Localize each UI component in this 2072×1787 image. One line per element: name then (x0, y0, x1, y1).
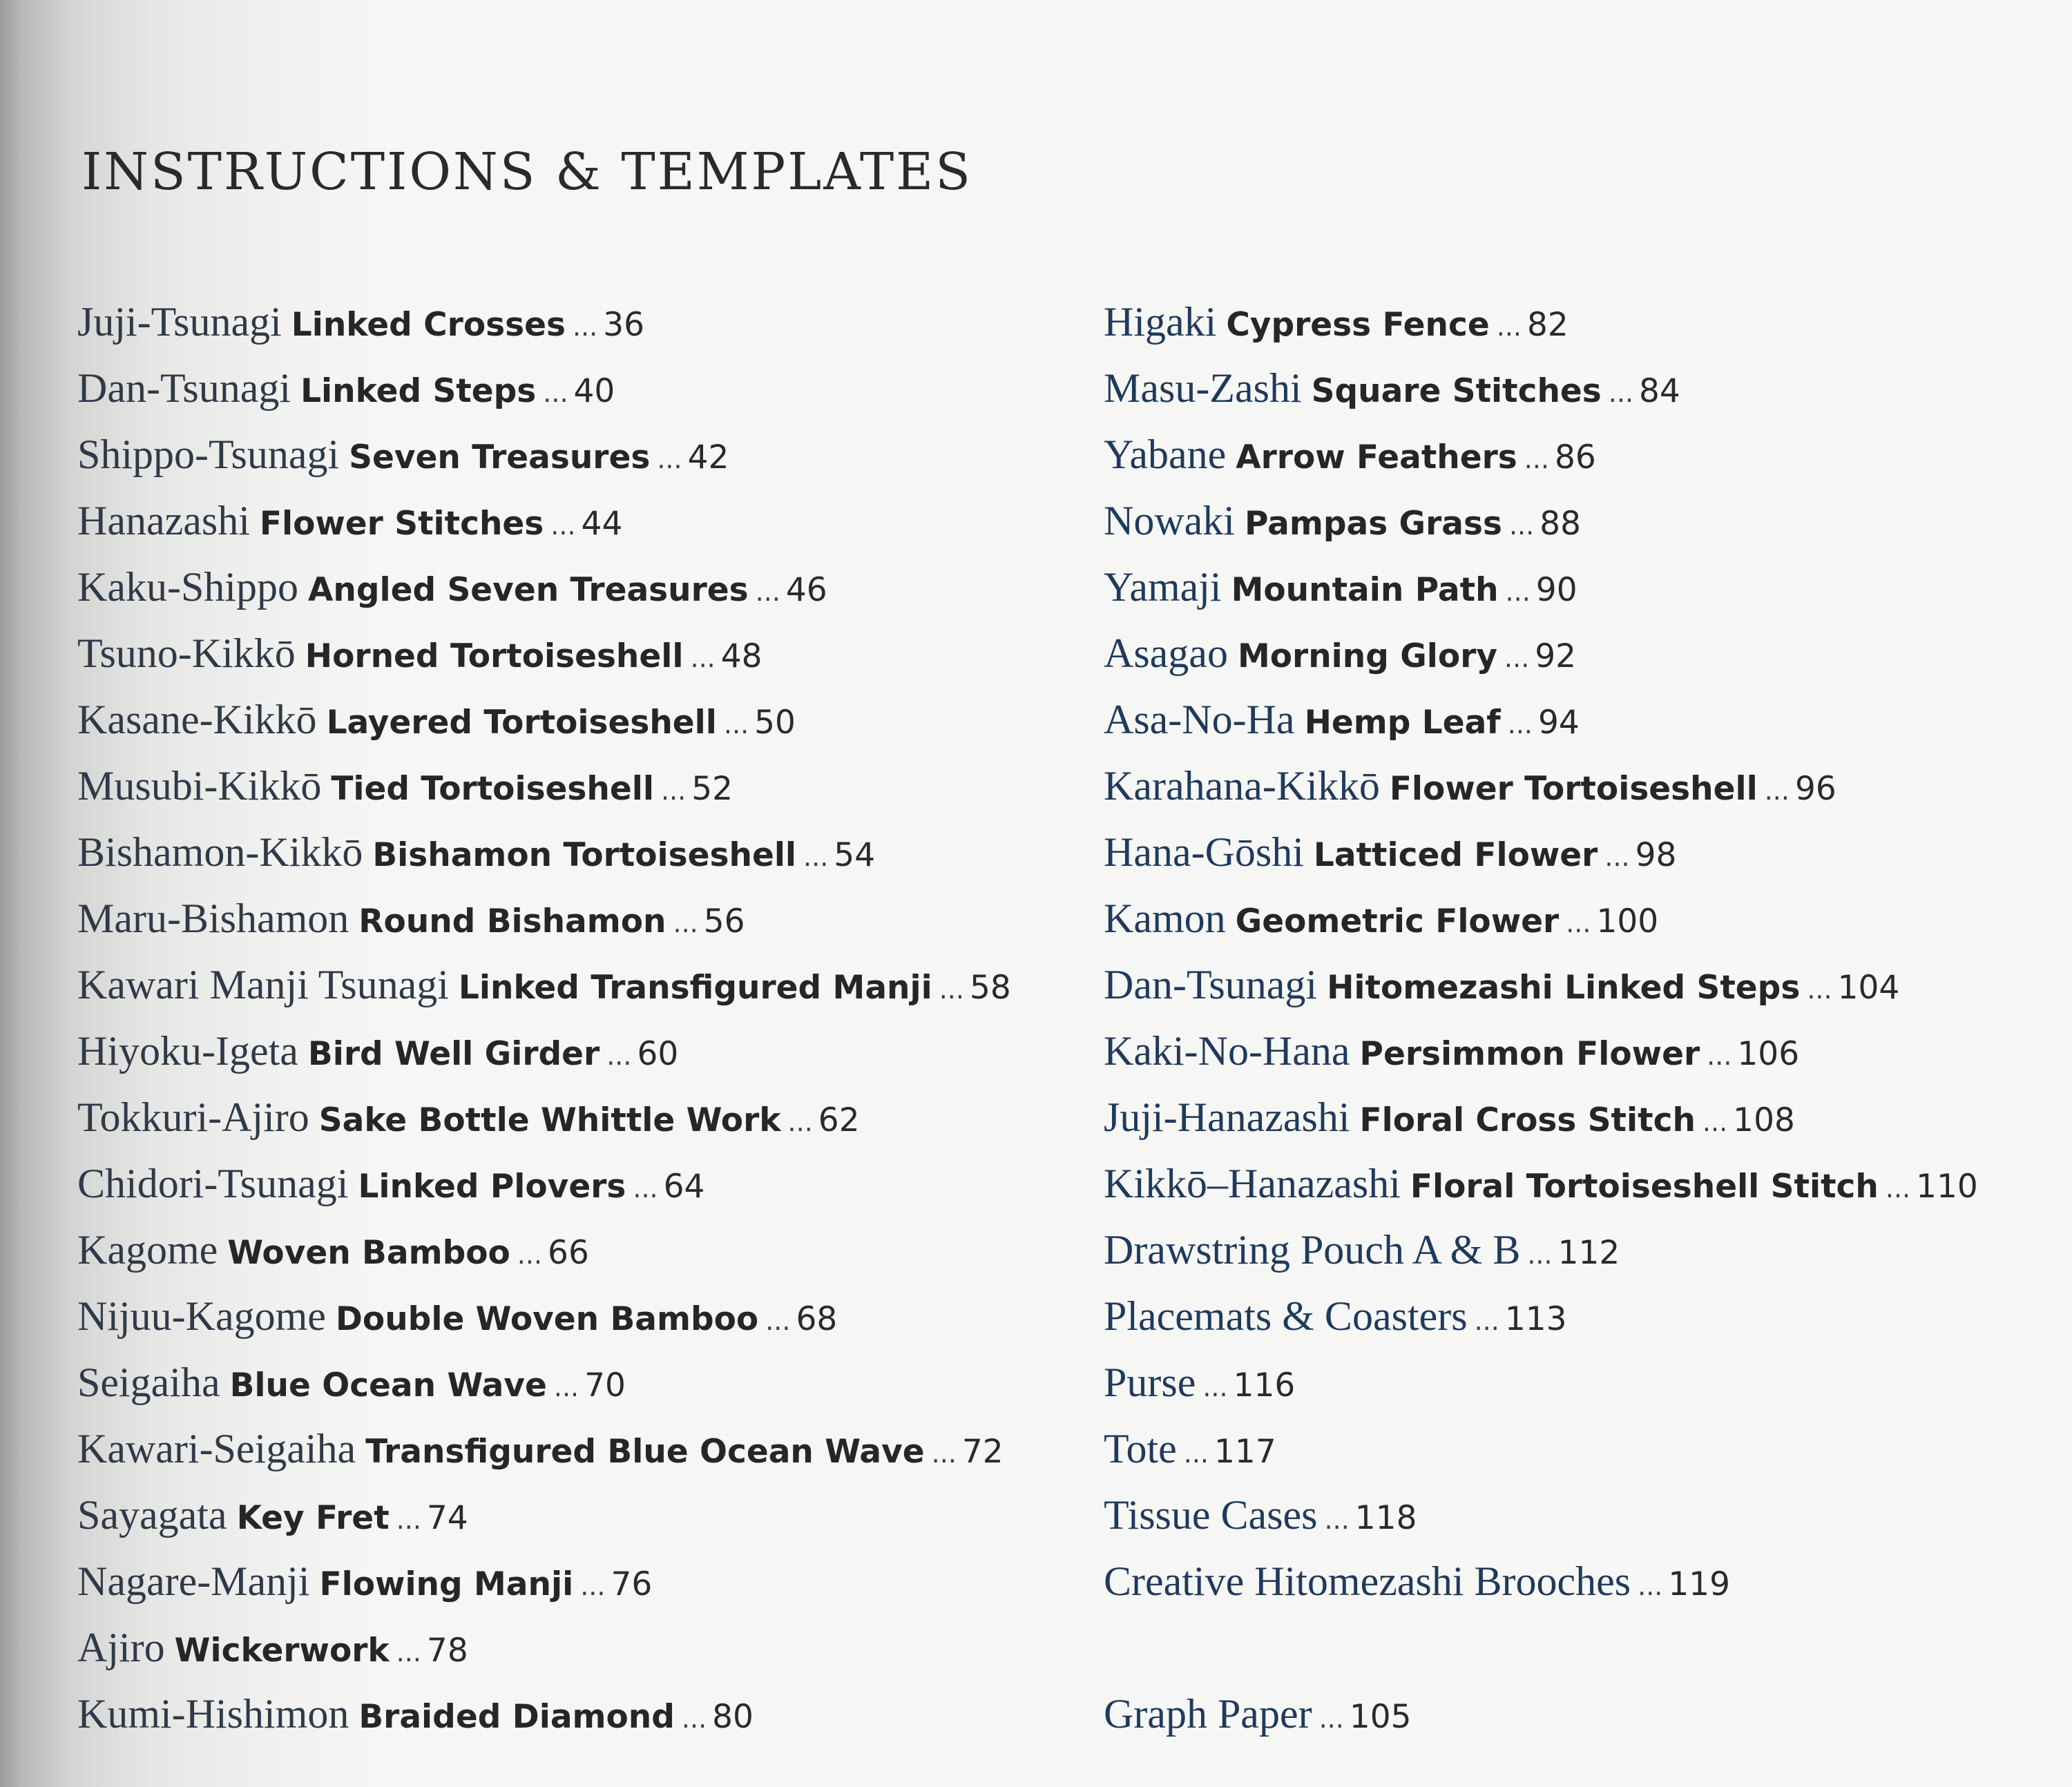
toc-entry[interactable] (1104, 819, 2057, 885)
pattern-translation: Horned Tortoiseshell (305, 637, 684, 675)
page-number: 62 (818, 1101, 860, 1139)
page-number: 42 (687, 438, 729, 476)
pattern-translation: Linked Steps (300, 372, 537, 410)
leader-dots: ... (681, 1703, 707, 1734)
pattern-name: Yabane (1104, 432, 1227, 477)
page-number: 52 (691, 770, 733, 808)
page-number: 60 (637, 1035, 679, 1073)
page-number: 119 (1668, 1565, 1731, 1603)
pattern-translation: Arrow Feathers (1236, 438, 1517, 476)
toc-entry[interactable] (1104, 686, 2057, 753)
toc-entry[interactable] (77, 1548, 1086, 1614)
pattern-translation: Double Woven Bamboo (335, 1300, 759, 1338)
leader-dots: ... (1504, 643, 1530, 673)
toc-entry[interactable] (77, 885, 1086, 952)
page-title: INSTRUCTIONS & TEMPLATES (81, 142, 972, 202)
leader-dots: ... (765, 1306, 791, 1336)
page-number: 96 (1794, 770, 1836, 808)
toc-entry[interactable] (77, 1482, 1086, 1548)
pattern-translation: Transfigured Blue Ocean Wave (365, 1433, 925, 1471)
leader-dots: ... (1638, 1571, 1663, 1601)
left-column-list (77, 289, 1086, 1747)
pattern-name: Chidori-Tsunagi (77, 1161, 349, 1206)
project-title: Tote (1104, 1426, 1177, 1471)
page-number: 48 (720, 637, 762, 675)
graph-paper-title: Graph Paper (1104, 1691, 1312, 1737)
page-number: 74 (426, 1499, 468, 1537)
leader-dots: ... (939, 974, 964, 1005)
pattern-name: Sayagata (77, 1492, 227, 1538)
pattern-translation: Flower Tortoiseshell (1389, 770, 1758, 808)
pattern-name: Kawari Manji Tsunagi (77, 962, 449, 1007)
leader-dots: ... (1604, 842, 1630, 872)
leader-dots: ... (1707, 1041, 1732, 1071)
page-number: 78 (426, 1632, 468, 1670)
toc-entry[interactable] (1104, 487, 2057, 554)
pattern-translation: Hemp Leaf (1304, 704, 1501, 742)
leader-dots: ... (1496, 311, 1522, 342)
leader-dots: ... (1807, 974, 1832, 1005)
toc-entry[interactable] (77, 1150, 1086, 1217)
pattern-name: Asagao (1104, 630, 1228, 676)
leader-dots: ... (1608, 378, 1634, 408)
leader-dots: ... (1508, 510, 1535, 541)
page-number: 44 (581, 505, 623, 543)
page-number: 50 (754, 704, 796, 742)
toc-entry[interactable] (77, 819, 1086, 885)
leader-dots: ... (633, 1173, 658, 1204)
page-number: 46 (785, 571, 827, 609)
pattern-translation: Woven Bamboo (227, 1234, 510, 1272)
page-number: 54 (834, 836, 876, 874)
page-number: 100 (1596, 902, 1659, 940)
leader-dots: ... (673, 908, 698, 938)
page-number: 56 (703, 902, 745, 940)
leader-dots: ... (606, 1041, 632, 1071)
pattern-translation: Bishamon Tortoiseshell (372, 836, 797, 874)
pattern-name: Kikkō–Hanazashi (1104, 1161, 1401, 1206)
pattern-translation: Hitomezashi Linked Steps (1327, 969, 1801, 1007)
page-number: 64 (663, 1168, 705, 1206)
page-number: 110 (1916, 1168, 1978, 1206)
leader-dots: ... (723, 709, 749, 740)
pattern-name: Musubi-Kikkō (77, 763, 322, 809)
project-title: Creative Hitomezashi Brooches (1104, 1558, 1631, 1604)
toc-entry[interactable] (1104, 620, 2057, 686)
pattern-name: Kumi-Hishimon (77, 1691, 349, 1737)
toc-entry[interactable] (77, 289, 1086, 355)
leader-dots: ... (1324, 1505, 1350, 1535)
leader-dots: ... (543, 378, 568, 408)
pattern-name: Kaki-No-Hana (1104, 1028, 1350, 1074)
leader-dots: ... (1318, 1703, 1344, 1734)
pattern-translation: Braided Diamond (358, 1698, 675, 1736)
toc-entry[interactable] (77, 1614, 1086, 1681)
leader-dots: ... (1524, 444, 1550, 474)
pattern-translation: Bird Well Girder (307, 1035, 600, 1073)
page-number: 116 (1233, 1366, 1296, 1404)
toc-entry-graph-paper[interactable] (1104, 1681, 2057, 1747)
leader-dots: ... (755, 577, 780, 607)
toc-entry[interactable] (1104, 1084, 2057, 1150)
leader-dots: ... (657, 444, 682, 474)
pattern-name: Shippo-Tsunagi (77, 432, 340, 477)
leader-dots: ... (580, 1571, 606, 1601)
page-number: 72 (961, 1433, 1004, 1471)
pattern-name: Juji-Tsunagi (77, 299, 282, 345)
toc-entry[interactable] (77, 554, 1086, 620)
leader-dots: ... (1764, 775, 1790, 806)
pattern-name: Dan-Tsunagi (1104, 962, 1318, 1007)
toc-entry[interactable] (1104, 289, 2057, 355)
page-number: 106 (1737, 1035, 1800, 1073)
pattern-name: Yamaji (1104, 564, 1222, 610)
pattern-name: Hiyoku-Igeta (77, 1028, 298, 1074)
toc-entry[interactable] (77, 1349, 1086, 1416)
leader-dots: ... (1505, 577, 1531, 607)
pattern-name: Kawari-Seigaiha (77, 1426, 356, 1471)
toc-entry[interactable] (1104, 1150, 2057, 1217)
pattern-name: Tsuno-Kikkō (77, 630, 296, 676)
page-number: 82 (1526, 306, 1569, 344)
pattern-translation: Square Stitches (1311, 372, 1602, 410)
pattern-translation: Angled Seven Treasures (307, 571, 749, 609)
pattern-name: Kagome (77, 1227, 218, 1273)
page-number: 68 (796, 1300, 838, 1338)
toc-entry[interactable] (1104, 885, 2057, 952)
pattern-name: Nagare-Manji (77, 1558, 310, 1604)
right-column-list (1104, 289, 2057, 1747)
toc-entry[interactable] (1104, 753, 2057, 819)
toc-entry[interactable] (1104, 421, 2057, 487)
page-number: 88 (1539, 505, 1582, 543)
pattern-name: Kasane-Kikkō (77, 697, 317, 742)
toc-entry[interactable] (77, 1217, 1086, 1283)
pattern-translation: Round Bishamon (358, 902, 666, 940)
page-number: 80 (712, 1698, 754, 1736)
leader-dots: ... (1702, 1107, 1728, 1137)
pattern-translation: Layered Tortoiseshell (326, 704, 717, 742)
toc-entry[interactable] (77, 487, 1086, 554)
project-title: Drawstring Pouch A & B (1104, 1227, 1521, 1273)
pattern-name: Nijuu-Kagome (77, 1293, 326, 1339)
pattern-name: Asa-No-Ha (1104, 697, 1295, 742)
leader-dots: ... (931, 1438, 957, 1469)
pattern-translation: Sake Bottle Whittle Work (318, 1101, 781, 1139)
toc-entry[interactable] (1104, 1416, 2057, 1482)
pattern-translation: Cypress Fence (1226, 306, 1490, 344)
pattern-name: Seigaiha (77, 1360, 220, 1405)
toc-entry[interactable] (77, 1018, 1086, 1084)
pattern-translation: Wickerwork (174, 1632, 390, 1670)
toc-entry[interactable] (77, 1283, 1086, 1349)
page-number: 76 (611, 1565, 653, 1603)
leader-dots: ... (660, 775, 687, 806)
page-number: 84 (1639, 372, 1680, 410)
pattern-name: Ajiro (77, 1625, 165, 1670)
leader-dots: ... (1474, 1306, 1499, 1336)
toc-entry[interactable] (1104, 1349, 2057, 1416)
page-number: 105 (1349, 1698, 1412, 1736)
page-number: 98 (1635, 836, 1677, 874)
leader-dots: ... (1183, 1438, 1209, 1469)
leader-dots: ... (1202, 1372, 1228, 1402)
page-number: 86 (1555, 438, 1596, 476)
pattern-translation: Mountain Path (1231, 571, 1499, 609)
pattern-name: Nowaki (1104, 498, 1235, 543)
pattern-name: Bishamon-Kikkō (77, 829, 363, 875)
pattern-translation: Key Fret (236, 1499, 390, 1537)
leader-dots: ... (396, 1505, 421, 1535)
page-number: 90 (1535, 571, 1577, 609)
pattern-translation: Latticed Flower (1313, 836, 1598, 874)
pattern-name: Karahana-Kikkō (1104, 763, 1380, 809)
project-title: Tissue Cases (1104, 1492, 1318, 1538)
pattern-translation: Persimmon Flower (1359, 1035, 1700, 1073)
page-number: 58 (969, 969, 1011, 1007)
leader-dots: ... (572, 311, 598, 342)
pattern-translation: Tied Tortoiseshell (331, 770, 654, 808)
leader-dots: ... (553, 1372, 579, 1402)
pattern-name: Masu-Zashi (1104, 365, 1302, 411)
pattern-name: Kaku-Shippo (77, 564, 298, 610)
pattern-translation: Seven Treasures (349, 438, 651, 476)
pattern-translation: Linked Crosses (291, 306, 566, 344)
pattern-translation: Morning Glory (1237, 637, 1498, 675)
toc-entry[interactable] (77, 355, 1086, 421)
pattern-translation: Geometric Flower (1235, 902, 1560, 940)
toc-entry[interactable] (77, 952, 1086, 1018)
pattern-name: Hanazashi (77, 498, 250, 543)
project-title: Purse (1104, 1360, 1196, 1405)
toc-entry[interactable] (77, 421, 1086, 487)
pattern-name: Tokkuri-Ajiro (77, 1094, 309, 1140)
page-number: 66 (548, 1234, 589, 1272)
leader-dots: ... (787, 1107, 813, 1137)
pattern-translation: Pampas Grass (1244, 505, 1502, 543)
pattern-translation: Blue Ocean Wave (229, 1366, 547, 1404)
toc-entry[interactable] (1104, 1482, 2057, 1548)
pattern-translation: Floral Tortoiseshell Stitch (1410, 1168, 1879, 1206)
leader-dots: ... (396, 1637, 421, 1668)
toc-entry[interactable] (77, 1084, 1086, 1150)
toc-entry[interactable] (1104, 355, 2057, 421)
toc-entry[interactable] (1104, 1548, 2057, 1614)
toc-entry[interactable] (1104, 1283, 2057, 1349)
page-number: 118 (1354, 1499, 1417, 1537)
toc-entry[interactable] (1104, 1217, 2057, 1283)
toc-entry[interactable] (77, 1416, 1086, 1482)
page-number: 112 (1557, 1234, 1620, 1272)
toc-entry[interactable] (77, 753, 1086, 819)
pattern-translation: Flowing Manji (319, 1565, 574, 1603)
pattern-translation: Linked Plovers (358, 1168, 626, 1206)
pattern-name: Kamon (1104, 896, 1226, 941)
toc-entry[interactable] (77, 620, 1086, 686)
page-number: 94 (1538, 704, 1580, 742)
page-number: 104 (1837, 969, 1900, 1007)
leader-dots: ... (690, 643, 716, 673)
toc-entry[interactable] (77, 686, 1086, 753)
pattern-translation: Flower Stitches (259, 505, 544, 543)
page-number: 40 (573, 372, 615, 410)
leader-dots: ... (1566, 908, 1591, 938)
pattern-name: Maru-Bishamon (77, 896, 349, 941)
toc-entry[interactable] (1104, 1018, 2057, 1084)
page-number: 117 (1214, 1433, 1276, 1471)
spacer (1104, 1614, 2057, 1681)
leader-dots: ... (550, 510, 576, 541)
leader-dots: ... (803, 842, 829, 872)
pattern-name: Higaki (1104, 299, 1217, 345)
leader-dots: ... (517, 1239, 543, 1270)
toc-entry[interactable] (77, 1681, 1086, 1747)
pattern-name: Dan-Tsunagi (77, 365, 291, 411)
page-number: 113 (1504, 1300, 1567, 1338)
page-number: 70 (584, 1366, 626, 1404)
toc-entry[interactable] (1104, 554, 2057, 620)
page-number: 108 (1733, 1101, 1795, 1139)
pattern-translation: Floral Cross Stitch (1359, 1101, 1696, 1139)
pattern-translation: Linked Transfigured Manji (458, 969, 932, 1007)
leader-dots: ... (1885, 1173, 1911, 1204)
pattern-name: Juji-Hanazashi (1104, 1094, 1350, 1140)
project-title: Placemats & Coasters (1104, 1293, 1468, 1339)
leader-dots: ... (1527, 1239, 1553, 1270)
leader-dots: ... (1507, 709, 1533, 740)
pattern-name: Hana-Gōshi (1104, 829, 1304, 875)
toc-entry[interactable] (1104, 952, 2057, 1018)
page-number: 92 (1535, 637, 1577, 675)
page-number: 36 (603, 306, 645, 344)
